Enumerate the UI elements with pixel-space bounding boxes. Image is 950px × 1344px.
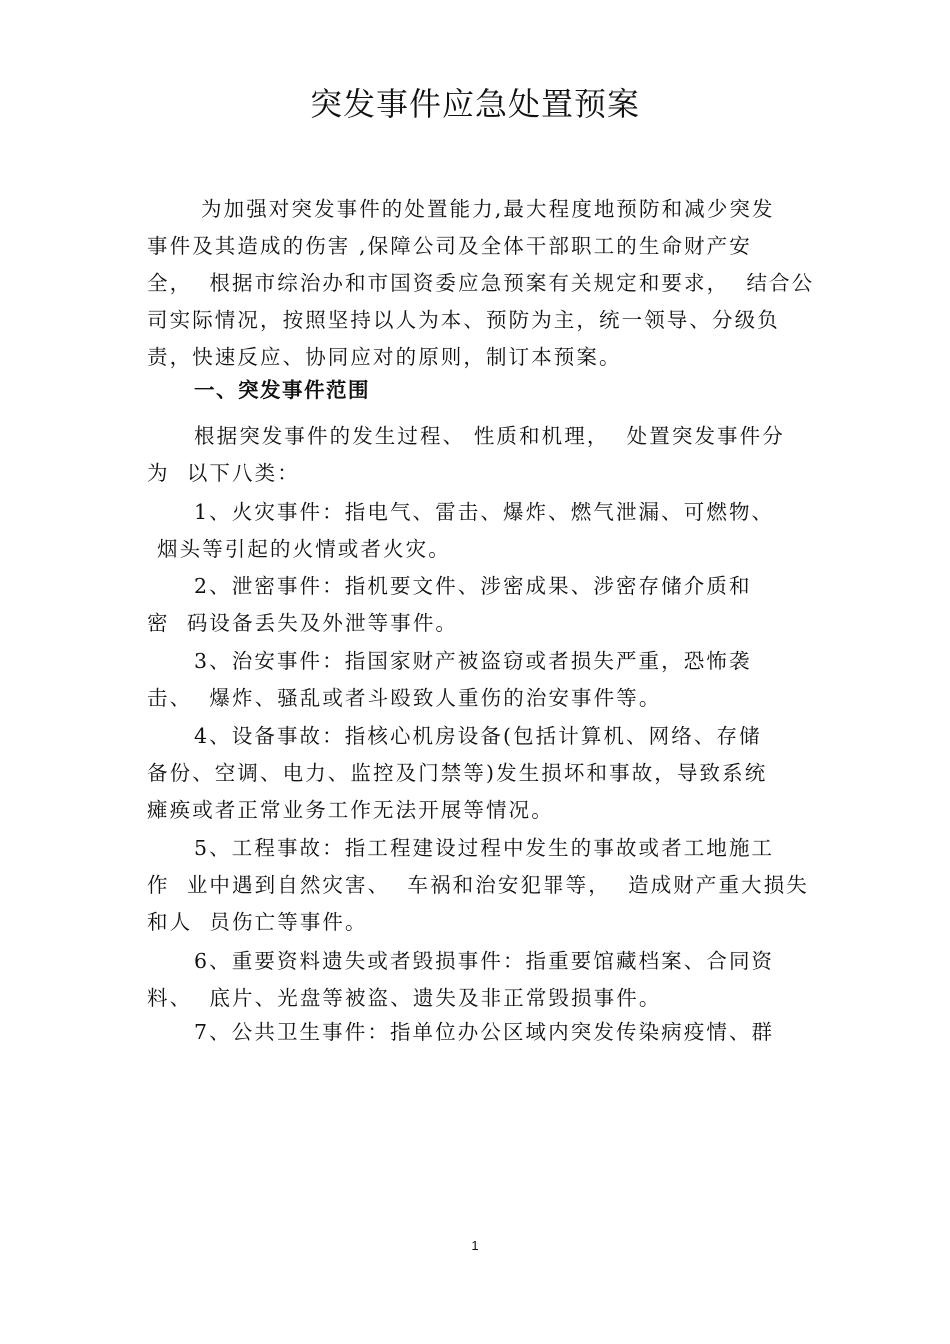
body-line: 司实际情况，按照坚持以人为本、预防为主，统一领导、分级负 — [147, 308, 780, 332]
list-item-line: 3、治安事件：指国家财产被盗窃或者损失严重，恐怖袭 — [194, 649, 752, 673]
list-item-line: 6、重要资料遗失或者毁损事件：指重要馆藏档案、合同资 — [194, 949, 775, 973]
section-heading: 一、突发事件范围 — [194, 378, 370, 402]
list-item-line: 和人 员伤亡等事件。 — [147, 910, 368, 934]
list-item-line: 密 码设备丢失及外泄等事件。 — [147, 611, 459, 635]
page-number: 1 — [471, 1238, 479, 1253]
list-item-line: 瘫痪或者正常业务工作无法开展等情况。 — [147, 798, 554, 822]
list-item-line: 作 业中遇到自然灾害、 车祸和治安犯罪等， 造成财产重大损失 — [147, 873, 809, 897]
body-line: 为加强对突发事件的处置能力,最大程度地预防和减少突发 — [201, 197, 775, 221]
list-item-line: 烟头等引起的火情或者火灾。 — [157, 537, 451, 561]
body-line: 为 以下八类： — [147, 461, 300, 485]
list-item-line: 2、泄密事件：指机要文件、涉密成果、涉密存储介质和 — [194, 574, 752, 598]
list-item-line: 备份、空调、电力、监控及门禁等)发生损坏和事故，导致系统 — [147, 761, 768, 785]
body-line: 责，快速反应、协同应对的原则，制订本预案。 — [147, 345, 622, 369]
list-item-line: 料、 底片、光盘等被盗、遗失及非正常毁损事件。 — [147, 986, 662, 1010]
list-item-line: 击、 爆炸、骚乱或者斗殴致人重伤的治安事件等。 — [147, 686, 662, 710]
document-title: 突发事件应急处置预案 — [309, 85, 640, 123]
body-line: 事件及其造成的伤害 ,保障公司及全体干部职工的生命财产安 — [147, 234, 752, 258]
body-line: 根据突发事件的发生过程、 性质和机理， 处置突发事件分 — [194, 424, 785, 448]
body-line: 全， 根据市综治办和市国资委应急预案有关规定和要求， 结合公 — [147, 271, 815, 295]
list-item-line: 5、工程事故：指工程建设过程中发生的事故或者工地施工 — [194, 836, 775, 860]
list-item-line: 7、公共卫生事件：指单位办公区域内突发传染病疫情、群 — [194, 1020, 775, 1044]
list-item-line: 1、火灾事件：指电气、雷击、爆炸、燃气泄漏、可燃物、 — [194, 500, 775, 524]
list-item-line: 4、设备事故：指核心机房设备(包括计算机、网络、存储 — [194, 724, 762, 748]
